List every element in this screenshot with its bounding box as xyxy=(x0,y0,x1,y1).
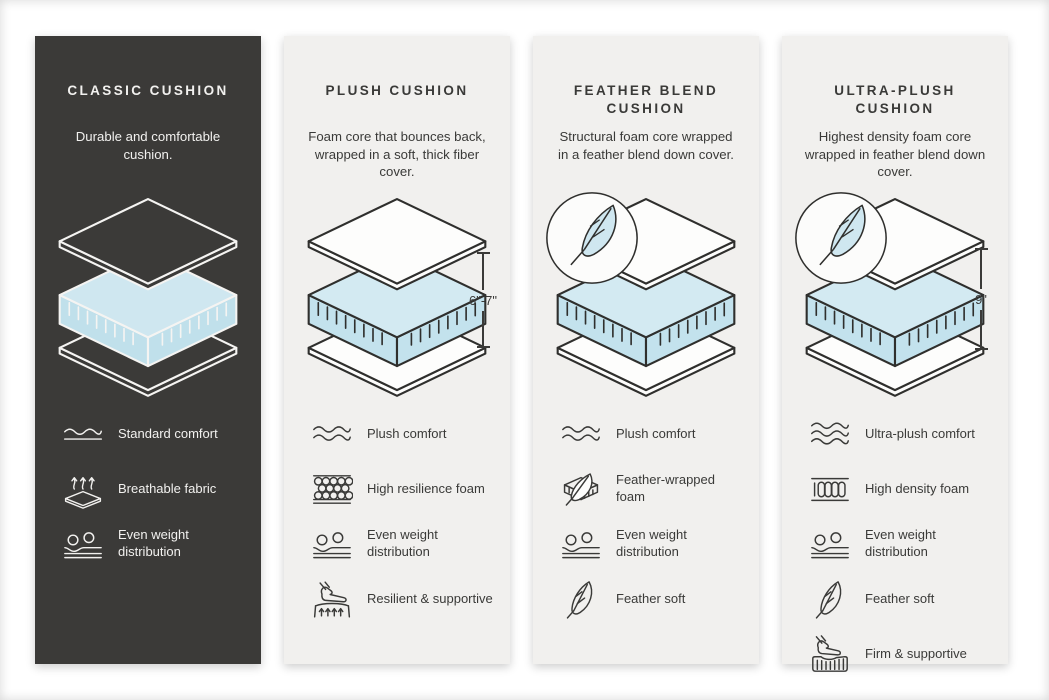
feature-row xyxy=(558,467,742,511)
feature-label: Even weight distribution xyxy=(865,527,936,559)
feature-list xyxy=(550,412,742,621)
cushion-comparison-infographic xyxy=(35,36,1008,664)
cushion-layers-illustration xyxy=(550,194,742,402)
resilience-foam-icon xyxy=(309,467,355,511)
wave-double-icon xyxy=(309,412,355,456)
feature-row xyxy=(558,577,742,621)
feature-label: Even weight distribution xyxy=(118,527,189,559)
feature-row xyxy=(309,522,493,566)
feature-label: Plush comfort xyxy=(367,425,447,441)
feather-icon xyxy=(807,577,853,621)
exploded-cushion-diagram xyxy=(52,194,244,398)
feature-label: Plush comfort xyxy=(616,425,696,441)
feature-label: High density foam xyxy=(865,480,970,496)
even-weight-icon xyxy=(558,522,604,566)
wave-icon xyxy=(60,412,106,456)
feature-row xyxy=(60,522,244,566)
panel-classic-cushion xyxy=(35,36,261,664)
feature-label: Even weight distribution xyxy=(367,527,438,559)
feature-row xyxy=(807,632,991,676)
panel-plush-cushion xyxy=(284,36,510,664)
wave-triple-icon xyxy=(807,412,853,456)
feature-list xyxy=(52,412,244,566)
feature-list xyxy=(799,412,991,676)
hand-spring-icon xyxy=(309,577,355,621)
feature-label: Feather-wrapped foam xyxy=(616,472,715,504)
feature-label: Even weight distribution xyxy=(616,527,687,559)
measure-line xyxy=(980,310,982,349)
feather-foam-icon xyxy=(558,467,604,511)
breathable-fabric-icon xyxy=(60,467,106,511)
high-density-foam-icon xyxy=(807,467,853,511)
measure-line xyxy=(980,250,982,289)
feature-row xyxy=(807,522,991,566)
panel-title: FEATHER BLEND CUSHION xyxy=(573,83,719,117)
height-measurement xyxy=(959,248,1003,350)
feature-label: Standard comfort xyxy=(118,425,218,441)
feature-label: Feather soft xyxy=(616,590,686,606)
feature-row xyxy=(807,467,991,511)
feature-row xyxy=(309,467,493,511)
even-weight-icon xyxy=(807,522,853,566)
feature-row xyxy=(558,522,742,566)
feature-list xyxy=(301,412,493,621)
measure-bottom-cap xyxy=(477,346,490,348)
feature-row xyxy=(807,412,991,456)
feature-row xyxy=(558,412,742,456)
panel-title: PLUSH CUSHION xyxy=(325,83,469,98)
feather-badge-icon xyxy=(544,190,640,286)
panel-ultra-plush-cushion xyxy=(782,36,1008,664)
even-weight-icon xyxy=(309,522,355,566)
measure-line xyxy=(482,311,484,347)
hand-mattress-icon xyxy=(807,632,853,676)
panel-description: Foam core that bounces back, wrapped in a soft, thick fiber cover. xyxy=(308,129,486,180)
wave-double-icon xyxy=(558,412,604,456)
feather-badge-icon xyxy=(793,190,889,286)
panel-title: CLASSIC CUSHION xyxy=(67,83,229,98)
height-measurement xyxy=(461,252,505,348)
measure-bottom-cap xyxy=(975,348,988,350)
panel-description: Durable and comfortable cushion. xyxy=(75,129,221,162)
measure-line xyxy=(482,254,484,290)
feature-row xyxy=(309,412,493,456)
cushion-layers-illustration xyxy=(799,194,991,402)
measure-label: 9" xyxy=(975,291,987,307)
feature-row xyxy=(60,412,244,456)
feature-label: Breathable fabric xyxy=(118,480,217,496)
feature-row xyxy=(309,577,493,621)
feature-label: Ultra-plush comfort xyxy=(865,425,975,441)
panel-description: Structural foam core wrapped in a feather blend down cover. xyxy=(558,129,734,162)
feather-icon xyxy=(558,577,604,621)
cushion-layers-illustration xyxy=(301,194,498,402)
measure-label: 6"-7" xyxy=(468,292,498,308)
even-weight-icon xyxy=(60,522,106,566)
panel-description: Highest density foam core wrapped in feather blend down cover. xyxy=(804,129,986,180)
feature-label: Firm & supportive xyxy=(865,645,967,661)
feature-label: Feather soft xyxy=(865,590,935,606)
panel-feather-blend-cushion xyxy=(533,36,759,664)
feature-label: High resilience foam xyxy=(367,480,485,496)
cushion-layers-illustration xyxy=(52,194,244,402)
feature-row xyxy=(60,467,244,511)
feature-label: Resilient & supportive xyxy=(367,590,493,606)
feature-row xyxy=(807,577,991,621)
panel-title: ULTRA-PLUSH CUSHION xyxy=(834,83,956,117)
